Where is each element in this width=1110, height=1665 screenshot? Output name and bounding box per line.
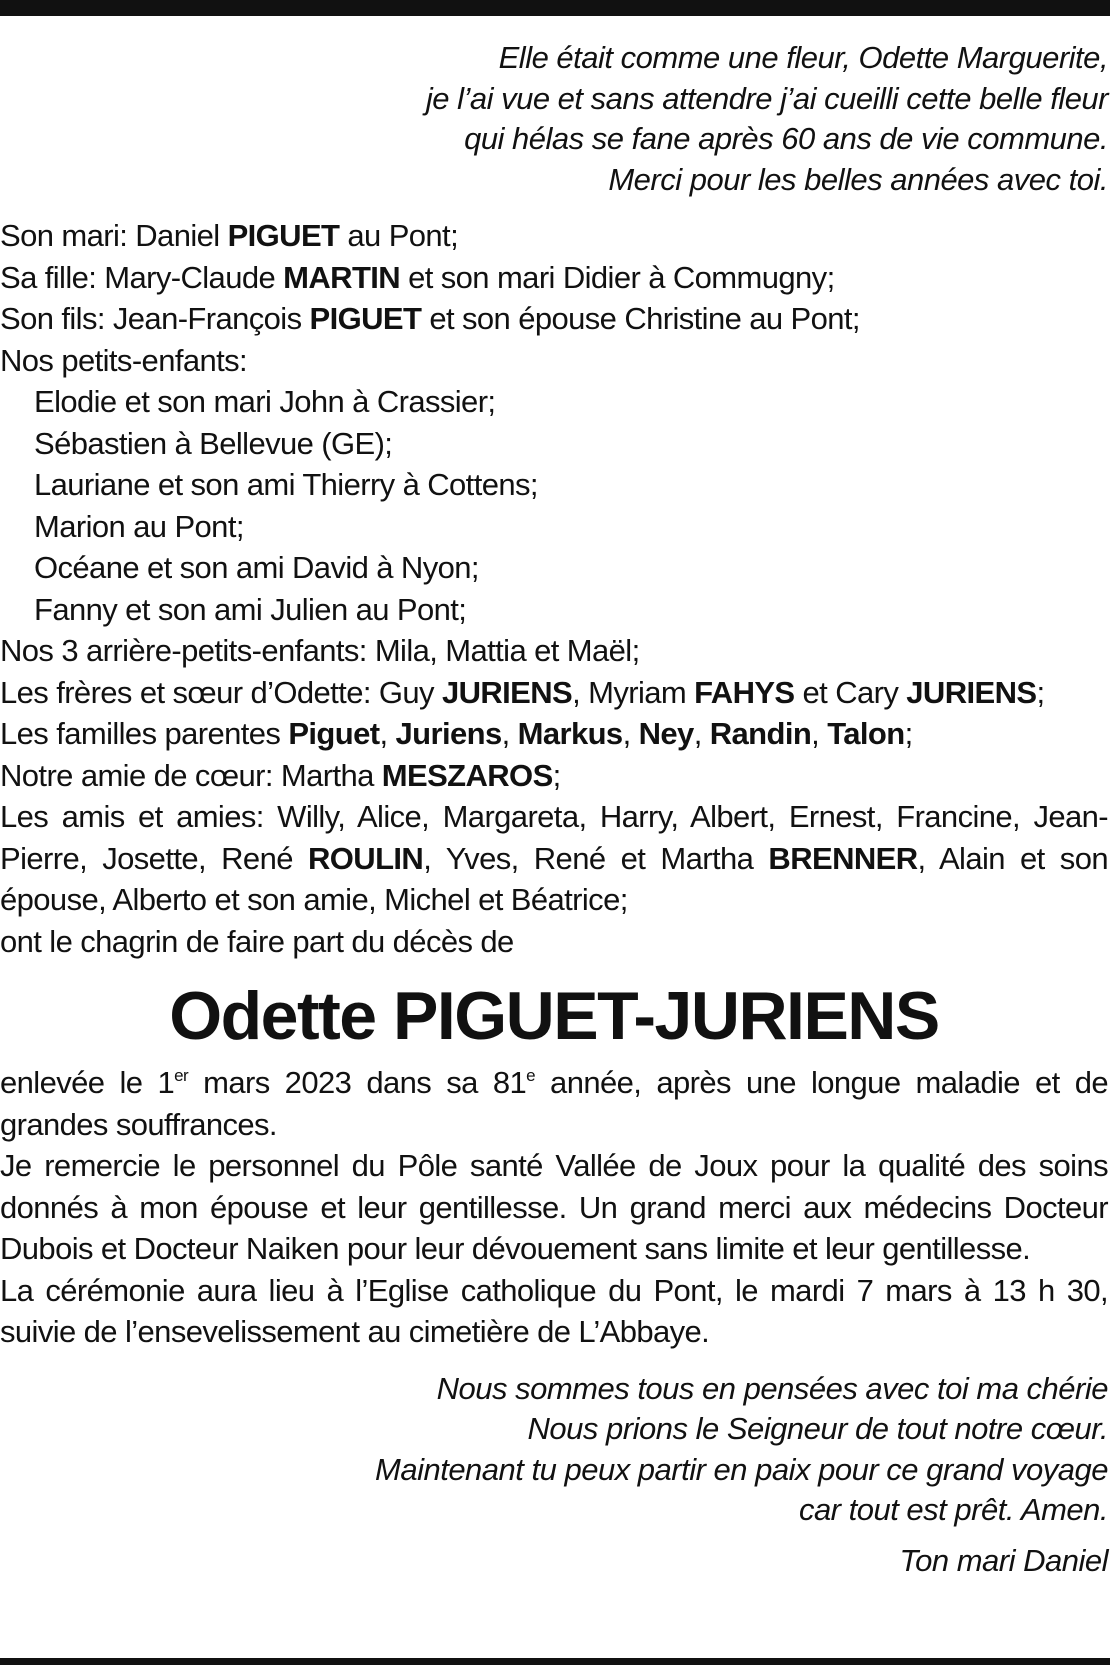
families-label: Les familles parentes: [0, 716, 289, 751]
son-label: Son fils: Jean-François: [0, 301, 310, 336]
thanks-paragraph: Je remercie le personnel du Pôle santé Vallée de Joux pour la qualité des soins donnés à mon épouse et leur gentillesse. Un grand merci aux médecins Docteur Dubois et Docteur Naiken pour leur dévouement sans limite et leur gentillesse.: [0, 1148, 1108, 1266]
grandchild-item: Fanny et son ami Julien au Pont;: [34, 591, 467, 627]
family-name: Piguet: [288, 716, 380, 751]
ceremony-paragraph: La cérémonie aura lieu à l’Eglise catholique du Pont, le mardi 7 mars à 13 h 30, suivie de l’ensevelissement au cimetière de L’Abbaye.: [0, 1272, 1108, 1349]
family-name: Talon: [827, 716, 905, 751]
friend-surname: BRENNER: [768, 840, 918, 876]
poem-line: Maintenant tu peux partir en paix pour ce grand voyage: [375, 1451, 1108, 1487]
poem-line: Nous sommes tous en pensées avec toi ma chérie: [436, 1370, 1108, 1406]
ordinal-suffix: e: [526, 1066, 535, 1085]
family-name: Ney: [638, 716, 694, 751]
sibling-surname: JURIENS: [906, 674, 1037, 710]
daughter-surname: MARTIN: [283, 259, 401, 295]
poem-line: je l’ai vue et sans attendre j’ai cueilli cette belle fleur: [425, 80, 1108, 116]
poem-line: qui hélas se fane après 60 ans de vie commune.: [464, 121, 1108, 156]
siblings-line: [0, 672, 1108, 714]
daughter-label: Sa fille: Mary-Claude: [0, 259, 284, 295]
family-name: Juriens: [395, 716, 502, 751]
siblings-text: , Myriam: [572, 674, 695, 710]
obituary-notice: [0, 38, 1108, 1581]
son-surname: PIGUET: [309, 301, 422, 336]
separator: ,: [501, 716, 518, 751]
siblings-text: et Cary: [794, 674, 907, 710]
separator: ,: [622, 716, 639, 751]
sibling-surname: JURIENS: [441, 674, 573, 710]
deceased-name: Odette PIGUET-JURIENS: [169, 978, 939, 1054]
siblings-end: ;: [1036, 674, 1045, 710]
grandchild-item: Elodie et son mari John à Crassier;: [34, 384, 496, 419]
grandchild-item: Sébastien à Bellevue (GE);: [34, 425, 393, 461]
husband-label: Son mari: Daniel: [0, 218, 228, 253]
husband-rest: au Pont;: [339, 218, 459, 253]
friends-text: Les amis et amies: Willy, Alice, Margareta, Harry, Albert, Ernest, Francine, Jean-Pierre, Josette, René: [0, 799, 1108, 876]
husband-surname: PIGUET: [227, 218, 340, 253]
announcement-line: ont le chagrin de faire part du décès de: [0, 923, 514, 959]
son-rest: et son épouse Christine au Pont;: [421, 301, 860, 336]
grandchild-item: Marion au Pont;: [34, 508, 244, 544]
death-details-paragraph: [0, 1062, 1108, 1145]
top-rule: [0, 0, 1110, 16]
separator: ,: [379, 716, 396, 751]
opening-poem: [0, 38, 1108, 200]
heart-friend-end: ;: [552, 757, 561, 793]
poem-line: car tout est prêt. Amen.: [798, 1492, 1108, 1527]
friend-surname: ROULIN: [307, 840, 424, 876]
death-text: mars 2023 dans sa 81: [188, 1065, 527, 1100]
poem-line: Elle était comme une fleur, Odette Marguerite,: [498, 40, 1108, 75]
son-line: [0, 298, 1108, 340]
families-end: ;: [904, 716, 913, 751]
ordinal-suffix: er: [174, 1066, 189, 1085]
friends-text: , Alain et son épouse, Alberto et son amie, Michel et Béatrice;: [0, 840, 1108, 917]
sibling-surname: FAHYS: [694, 674, 795, 710]
families-line: [0, 713, 1108, 755]
family-list: [0, 215, 1108, 962]
daughter-rest: et son mari Didier à Commugny;: [400, 259, 835, 295]
bottom-rule: [0, 1658, 1110, 1665]
friends-text: , Yves, René et Martha: [423, 840, 769, 876]
friends-paragraph: [0, 796, 1108, 921]
siblings-label: Les frères et sœur d’Odette: Guy: [0, 674, 442, 710]
great-grandchildren-line: Nos 3 arrière-petits-enfants: Mila, Mattia et Maël;: [0, 633, 640, 668]
death-text: enlevée le 1: [0, 1065, 175, 1100]
poem-line: Merci pour les belles années avec toi.: [608, 161, 1108, 197]
poem-line: Nous prions le Seigneur de tout notre cœur.: [527, 1411, 1108, 1446]
death-text: année, après une longue maladie et de grandes souffrances.: [0, 1065, 1108, 1142]
grandchild-item: Lauriane et son ami Thierry à Cottens;: [34, 467, 538, 502]
separator: ,: [811, 716, 828, 751]
heart-friend-label: Notre amie de cœur: Martha: [0, 757, 382, 793]
signature: Ton mari Daniel: [899, 1542, 1108, 1578]
daughter-line: [0, 257, 1108, 299]
closing-poem: [0, 1369, 1108, 1582]
heart-friend-line: [0, 755, 1108, 797]
grandchild-item: Océane et son ami David à Nyon;: [34, 550, 479, 585]
family-name: Markus: [517, 716, 623, 751]
separator: ,: [693, 716, 710, 751]
husband-line: [0, 215, 1108, 257]
grandchildren-label: Nos petits-enfants:: [0, 342, 248, 378]
death-notice: [0, 1062, 1108, 1353]
heart-friend-surname: MESZAROS: [381, 757, 553, 793]
family-name: Randin: [709, 716, 812, 751]
